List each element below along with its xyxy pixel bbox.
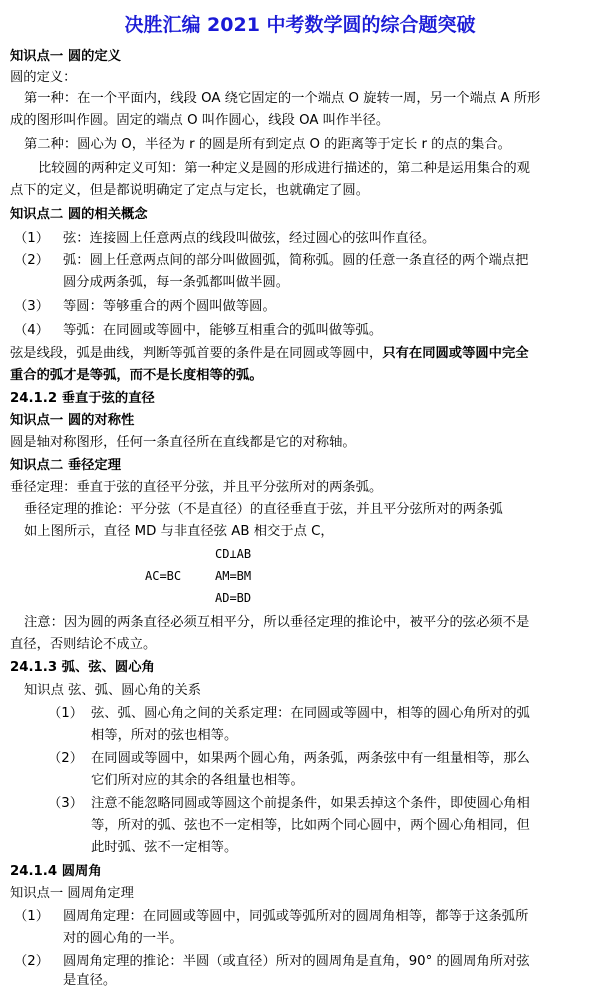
paragraph-line: 点下的定义，但是都说明确定了定点与定长，也就确定了圆。 bbox=[10, 183, 370, 198]
list-number: （3） bbox=[48, 796, 84, 811]
section-heading: 知识点二 圆的相关概念 bbox=[10, 207, 148, 222]
equation: AC=BC bbox=[145, 569, 182, 583]
list-item-text: 相等，所对的弦也相等。 bbox=[91, 728, 238, 743]
list-number: （4） bbox=[14, 323, 50, 338]
list-number: （2） bbox=[14, 253, 50, 268]
list-item-text: 等弧：在同圆或等圆中，能够互相重合的弧叫做等弧。 bbox=[63, 323, 383, 338]
list-item-text: 等圆：等够重合的两个圆叫做等圆。 bbox=[63, 299, 276, 314]
document-title: 决胜汇编 2021 中考数学圆的综合题突破 bbox=[124, 14, 476, 36]
paragraph-line: 成的图形叫作圆。固定的端点 O 叫作圆心，线段 OA 叫作半径。 bbox=[10, 113, 390, 128]
paragraph-line: 垂径定理：垂直于弦的直径平分弦，并且平分弦所对的两条弧。 bbox=[10, 480, 383, 495]
section-heading: 24.1.4 圆周角 bbox=[10, 864, 102, 879]
list-item-text: 圆周角定理的推论：半圆（或直径）所对的圆周角是直角，90° 的圆周角所对弦 bbox=[63, 954, 530, 969]
emphasis-line: 重合的弧才是等弧，而不是长度相等的弧。 bbox=[10, 368, 263, 383]
text-span: 弦是线段，弧是曲线，判断等弧首要的条件是在同圆或等圆中， bbox=[10, 346, 383, 361]
section-heading: 24.1.3 弧、弦、圆心角 bbox=[10, 660, 155, 675]
section-heading: 知识点一 圆的定义 bbox=[10, 49, 122, 64]
paragraph-line: 知识点 弦、弧、圆心角的关系 bbox=[24, 683, 202, 698]
paragraph-line: 知识点一 圆周角定理 bbox=[10, 886, 134, 901]
list-item-text: 注意不能忽略同圆或等圆这个前提条件，如果丢掉这个条件，即使圆心角相 bbox=[91, 796, 530, 811]
list-item-text: 弦：连接圆上任意两点的线段叫做弦，经过圆心的弦叫作直径。 bbox=[63, 231, 436, 246]
equation: AD=BD bbox=[215, 591, 252, 605]
paragraph-line: 第二种：圆心为 O，半径为 r 的圆是所有到定点 O 的距离等于定长 r 的点的集合。 bbox=[24, 137, 511, 152]
list-item-text: 在同圆或等圆中，如果两个圆心角，两条弧，两条弦中有一组量相等，那么 bbox=[91, 751, 530, 766]
paragraph-line bbox=[10, 343, 529, 364]
list-item-text: 圆分成两条弧，每一条弧都叫做半圆。 bbox=[63, 275, 290, 290]
list-number: （1） bbox=[14, 909, 50, 924]
list-item-text: 它们所对应的其余的各组量也相等。 bbox=[91, 773, 304, 788]
list-number: （2） bbox=[48, 751, 84, 766]
paragraph-line: 垂径定理的推论：平分弦（不是直径）的直径垂直于弦，并且平分弦所对的两条弧 bbox=[24, 502, 503, 517]
list-number: （2） bbox=[14, 954, 50, 969]
paragraph-line: 直径，否则结论不成立。 bbox=[10, 637, 157, 652]
emphasis-span: 只有在同圆或等圆中完全 bbox=[382, 346, 529, 361]
section-heading: 24.1.2 垂直于弦的直径 bbox=[10, 391, 155, 406]
list-item-text: 等，所对的弧、弦也不一定相等，比如两个同心圆中，两个圆心角相同，但 bbox=[91, 818, 530, 833]
list-item-text: 圆周角定理：在同圆或等圆中，同弧或等弧所对的圆周角相等，都等于这条弧所 bbox=[63, 909, 529, 924]
paragraph-line: 圆的定义： bbox=[10, 70, 77, 85]
section-heading: 知识点二 垂径定理 bbox=[10, 458, 122, 473]
paragraph-line: 比较圆的两种定义可知：第一种定义是圆的形成进行描述的，第二种是运用集合的观 bbox=[38, 161, 530, 176]
list-number: （1） bbox=[48, 706, 84, 721]
equation: AM=BM bbox=[215, 569, 252, 583]
paragraph-line: 如上图所示，直径 MD 与非直径弦 AB 相交于点 C， bbox=[24, 524, 334, 539]
list-number: （3） bbox=[14, 299, 50, 314]
list-item-text: 此时弧、弦不一定相等。 bbox=[91, 840, 238, 855]
paragraph-line: 注意：因为圆的两条直径必须互相平分，所以垂径定理的推论中，被平分的弦必须不是 bbox=[24, 615, 530, 630]
list-item-text: 对的圆心角的一半。 bbox=[63, 931, 183, 946]
paragraph-line: 圆是轴对称图形，任何一条直径所在直线都是它的对称轴。 bbox=[10, 435, 356, 450]
equation: CD⊥AB bbox=[215, 547, 252, 561]
paragraph-line: 第一种：在一个平面内，线段 OA 绕它固定的一个端点 O 旋转一周，另一个端点 A 所形 bbox=[24, 91, 541, 106]
list-item-text: 弦、弧、圆心角之间的关系定理：在同圆或等圆中，相等的圆心角所对的弧 bbox=[91, 706, 530, 721]
list-item-text: 是直径。 bbox=[63, 973, 117, 988]
list-item-text: 弧：圆上任意两点间的部分叫做圆弧，简称弧。圆的任意一条直径的两个端点把 bbox=[63, 253, 529, 268]
list-number: （1） bbox=[14, 231, 50, 246]
section-heading: 知识点一 圆的对称性 bbox=[10, 413, 135, 428]
